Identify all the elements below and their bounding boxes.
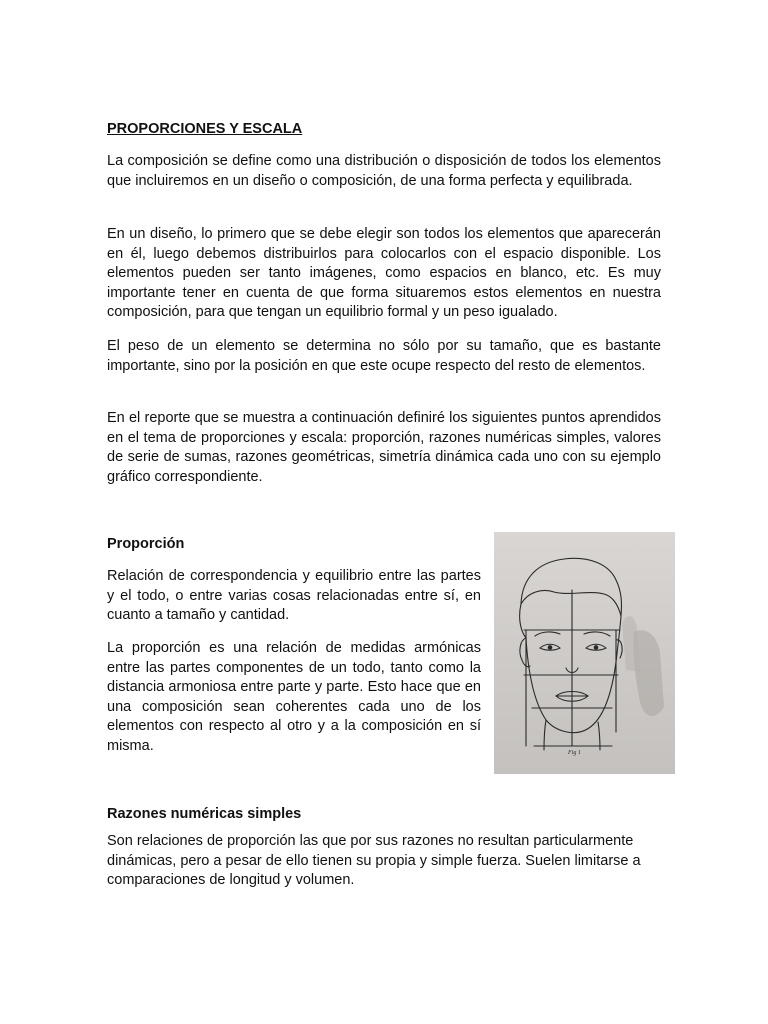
intro-paragraph-1: La composición se define como una distribución o disposición de todos los elementos que incluiremos en un diseño o composición, de una forma perfecta y equilibrada.: [107, 153, 661, 189]
intro-paragraph-4: En el reporte que se muestra a continuación definiré los siguientes puntos aprendidos en el tema de proporciones y escala: proporción, razones numéricas simples, valores de serie de sumas, razones geométricas, simetría dinámica cada uno con su ejemplo gráfico correspondiente.: [107, 410, 661, 485]
document-title: PROPORCIONES Y ESCALA: [107, 121, 303, 137]
intro-paragraph-3: El peso de un elemento se determina no sólo por su tamaño, que es bastante importante, sino por la posición en que este ocupe respecto del resto de elementos.: [107, 338, 661, 374]
face-sketch-drawing: [494, 532, 675, 774]
proporcion-paragraph-1: Relación de correspondencia y equilibrio entre las partes y el todo, o entre varias cosas relacionadas entre sí, en cuanto a tamaño y cantidad.: [107, 568, 481, 624]
razones-paragraph-1: Son relaciones de proporción las que por sus razones no resultan particularmente dinámicas, pero a pesar de ello tienen su propia y simple fuerza. Suelen limitarse a comparaciones de longitud y volumen.: [107, 833, 641, 889]
section-heading-razones: Razones numéricas simples: [107, 806, 302, 822]
face-proportion-figure: [494, 532, 675, 774]
figure-caption: Fig 1: [568, 750, 581, 756]
proporcion-paragraph-2: La proporción es una relación de medidas armónicas entre las partes componentes de un todo, tanto como la distancia armoniosa entre parte y parte. Esto hace que en una composición sean coherentes cada uno de los elementos con respecto al otro y a la composición en sí misma.: [107, 640, 481, 754]
section-heading-proporcion: Proporción: [107, 536, 185, 552]
intro-paragraph-2: En un diseño, lo primero que se debe elegir son todos los elementos que aparecerán en él, luego debemos distribuirlos para colocarlos con el espacio disponible. Los elementos pueden ser tanto imágenes, como espacios en blanco, etc. Es muy importante tener en cuenta de que forma situaremos estos elementos en nuestra composición, para que tengan un equilibrio formal y un peso igualado.: [107, 226, 661, 321]
